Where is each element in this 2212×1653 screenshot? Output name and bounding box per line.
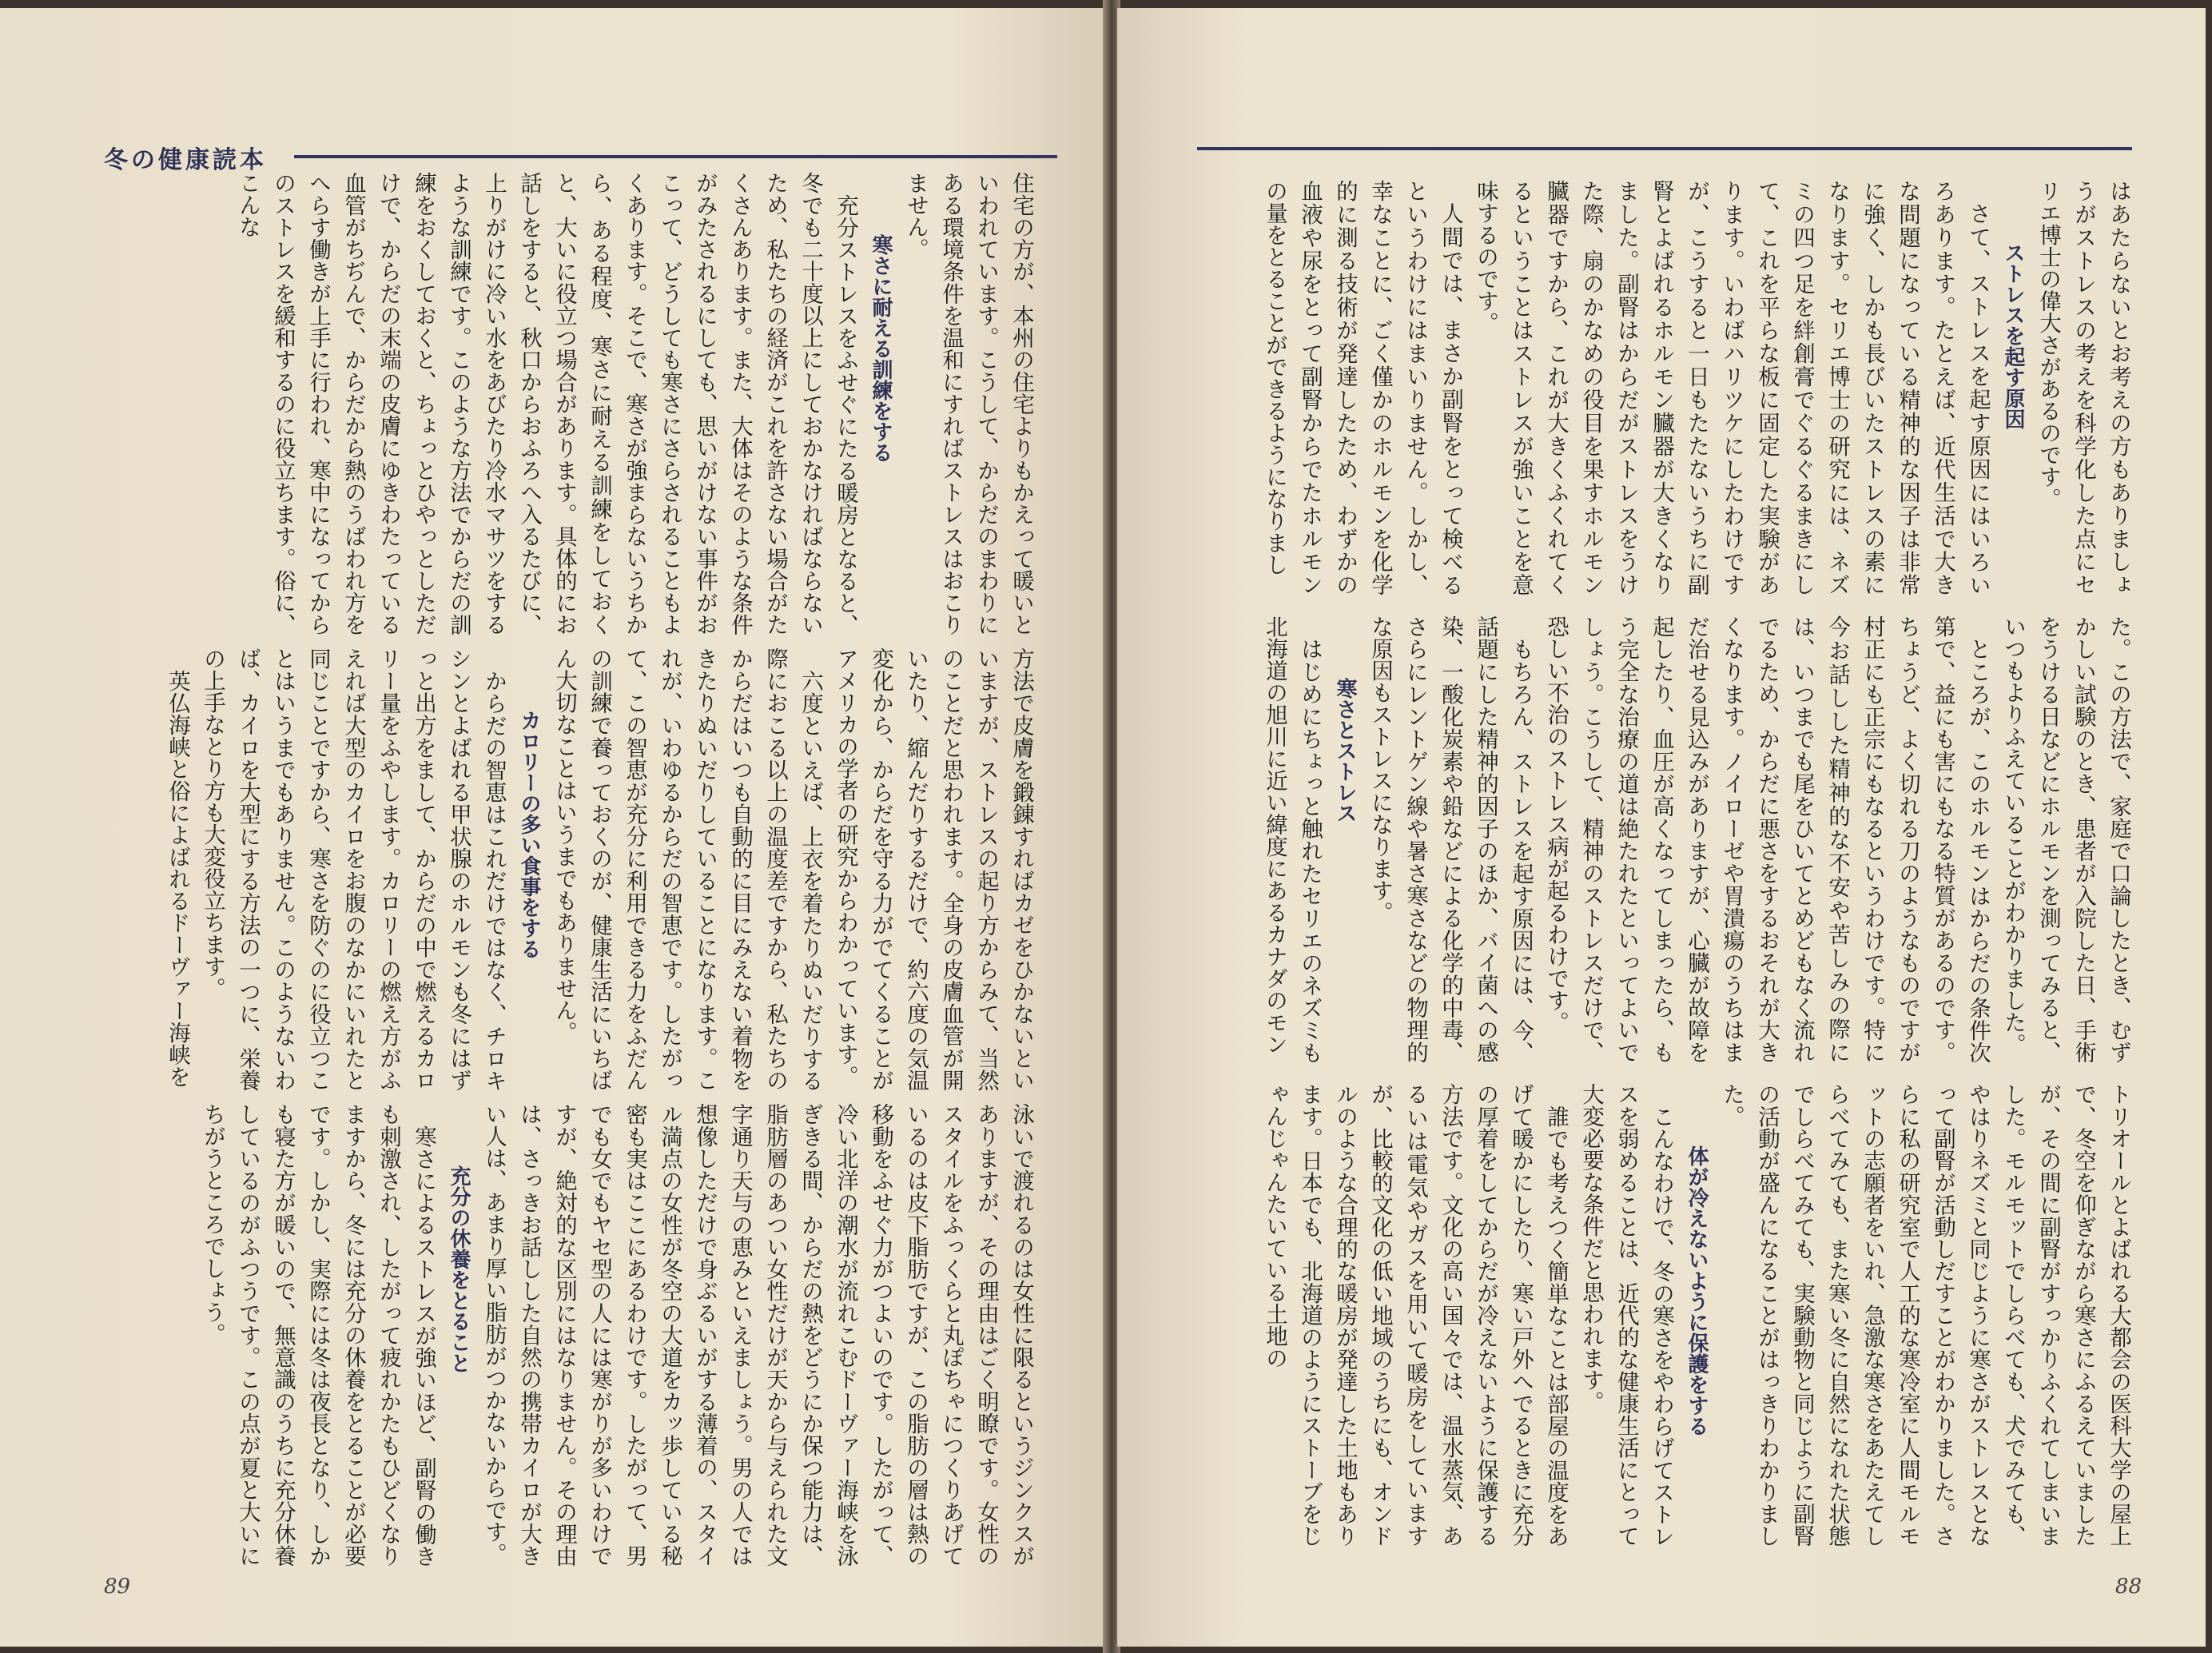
left-text-band-bottom [104, 1103, 1039, 1567]
paragraph: 英仏海峡と俗によばれるドーヴァー海峡を [165, 669, 190, 1087]
section-heading: カロリーの多い食事をする [517, 710, 541, 959]
right-text-band-top [1193, 180, 2136, 595]
paragraph: はじめにちょっと触れたセリエのネズミも北海道の旭川に近い緯度にあるカナダのモン [1262, 615, 1323, 1063]
right-text-band-bottom [1193, 1083, 2136, 1547]
left-text-band-middle [104, 647, 1039, 1091]
section-heading: ストレスを起す原因 [2001, 242, 2025, 429]
section-heading: 充分の休養をとること [447, 1165, 471, 1373]
page-number-right: 88 [2115, 1575, 2142, 1599]
paragraph: さて、ストレスを起す原因にはいろいろあります。たとえば、近代生活で大きな問題になっている精神的な因子は非常に強く、しかも長びいたストレスの素になります。セリエ博士の研究には、ネズミの四つ足を絆創膏でぐるぐるまきにして、これを平らな板に固定した実験があります。いわばハリツケにしたわけですが、こうすると一日もたたないうちに副腎とよばれるホルモン臓器が大きくなりました。副腎はからだがストレスをうけた際、扇のかなめの役目を果すホルモン臓器ですから、これが大きくふくれてくるということはストレスが強いことを意味するのです。 [1473, 180, 1991, 595]
paragraph: 寒さによるストレスが強いほど、副腎の働きも刺激され、したがって疲れかたもひどくなりますから、冬には充分の休養をとることが必要です。しかし、実際には冬は夜長となり、しかも寝た方が暖いので、無意識のうちに充分休養しているのがふつうです。この点が夏と大いにちがうところでしょう。 [200, 1103, 436, 1567]
paragraph: はあたらないとお考えの方もありましょうがストレスの考えを科学化した点にセリエ博士の偉大さがあるのです。 [2035, 180, 2131, 595]
section-heading: 寒さとストレス [1333, 678, 1357, 823]
left-page [0, 8, 1105, 1647]
section-heading: 寒さに耐える訓練をする [869, 234, 893, 463]
paragraph: 充分ストレスをふせぐにたる暖房となると、冬でも二十度以上にしておかなければならないため、私たちの経済がこれを許さない場合がたくさんあります。また、大体はそのような条件がみたされるにしても、思いがけない事件がおこって、どうしても寒さにさらされることもよくあります。そこで、寒さが強まらないうちから、ある程度、寒さに耐える訓練をしておくと、大いに役立つ場合があります。具体的にお話しをすると、秋口からおふろへ入るたびに、上りがけに冷い水をあびたり冷水マサツをするような訓練です。このような方法でからだの訓練をおくしておくと、ちょっとひやっとしただけで、からだの末端の皮膚にゆきわたっている血管がちぢんで、からだから熱のうばわれ方をへらす働きが上手に行われ、寒中になってからのストレスを緩和するのに役立ちます。俗に、こんな [235, 172, 858, 635]
paragraph: た。この方法で、家庭で口論したとき、むずかしい試験のとき、患者が入院した日、手術をうける日などにホルモンを測ってみると、いつもよりふえていることがわかりました。 [2000, 615, 2131, 1063]
page-number-left: 89 [104, 1575, 131, 1599]
right-page [1117, 8, 2206, 1647]
paragraph: 誰でも考えつく簡単なことは部屋の温度をあげて暖かにしたり、寒い戸外へでるときに充分の厚着をしてからだが冷えないように保護する方法です。文化の高い国々では、温水蒸気、あるいは電気やガスを用いて暖房をしていますが、比較的文化の低い地域のうちにも、オンドルのような合理的な暖房が発達した土地もあります。日本でも、北海道のようにストーブをじゃんじゃんたいている土地の [1262, 1083, 1569, 1547]
header-rule [1197, 147, 2132, 150]
header-rule [294, 155, 1057, 158]
right-text-band-middle [1193, 615, 2136, 1063]
paragraph: からだの智恵はこれだけではなく、チロキシンとよばれる甲状腺のホルモンも冬にはずっと出方をまして、からだの中で燃えるカロリー量をふやします。カロリーの燃え方がふえれば大型のカイロをお腹のなかにいれたと同じことですから、寒さを防ぐのに役立つことはいうまでもありません。このようないわば、カイロを大型にする方法の一つに、栄養の上手なとり方も大変役立ちます。 [200, 647, 507, 1091]
paragraph: 六度といえば、上衣を着たりぬいだりする際におこる以上の温度差ですから、私たちのからだはいつも自動的に目にみえない着物をきたりぬいだりしていることになります。これが、いわゆるからだの智恵です。したがって、この智恵が充分に利用できる力をふだんの訓練で養っておくのが、健康生活にいちばん大切なことはいうまでもありません。 [551, 647, 823, 1091]
paragraph: もちろん、ストレスを起す原因には、今、話題にした精神的因子のほか、バイ菌への感染、一酸化炭素や鉛などによる化学的中毒、さらにレントゲン線や暑さ寒さなどの物理的な原因もストレスになります。 [1367, 615, 1534, 1063]
running-head: 冬の健康読本 [104, 146, 267, 174]
left-text-band-top [104, 172, 1039, 635]
paragraph: 方法で皮膚を鍛錬すればカゼをひかないといいますが、ストレスの起り方からみて、当然のことだと思われます。全身の皮膚血管が開いたり、縮んだりするだけで、約六度の気温変化から、からだを守る力がでてくることがアメリカの学者の研究からわかっています。 [833, 647, 1034, 1091]
paragraph: 住宅の方が、本州の住宅よりもかえって暖いといわれています。こうして、からだのまわりにある環境条件を温和にすればストレスはおこりません。 [903, 172, 1034, 635]
paragraph: ところが、このホルモンはからだの条件次第で、益にも害にもなる特質があるのです。ちょうど、よく切れる刀のようなものですが村正にも正宗にもなるというわけです。特に今お話しした精神的な不安や苦しみの際には、いつまでも尾をひいてとめどもなく流れでるため、からだに悪さをするおそれが大きくなります。ノイローゼや胃潰瘍のうちはまだ治せる見込みがありますが、心臓が故障を起したり、血圧が高くなってしまったら、もう完全な治療の道は絶たれたといってよいでしょう。こうして、精神のストレスだけで、恐しい不治のストレス病が起るわけです。 [1543, 615, 1991, 1063]
section-heading: 体が冷えないように保護をする [1685, 1145, 1709, 1436]
paragraph: トリオールとよばれる大都会の医科大学の屋上で、冬空を仰ぎながら寒さにふるえていましたが、その間に副腎がすっかりふくれてしまいました。モルモットでしらべても、犬でみても、やはりネズミと同じように寒さがストレスとなって副腎が活動しだすことがわかりました。さらに私の研究室で人工的な寒冷室に人間モルモットの志願者をいれ、急激な寒さをあたえてしらべてみても、また寒い冬に自然になれた状態でしらべてみても、実験動物と同じように副腎の活動が盛んになることがはっきりわかりました。 [1719, 1083, 2131, 1547]
paragraph: 人間では、まさか副腎をとって検べるというわけにはまいりません。しかし、幸なことに、ごく僅かのホルモンを化学的に測る技術が発達したため、わずかの血液や尿をとって副腎からでたホルモンの量をとることができるようになりまし [1262, 180, 1463, 595]
paragraph: こんなわけで、冬の寒さをやわらげてストレスを弱めることは、近代的な健康生活にとって大変必要な条件だと思われます。 [1578, 1083, 1674, 1547]
paragraph: 泳いで渡れるのは女性に限るというジンクスがありますが、その理由はごく明瞭です。女性のスタイルをふっくらと丸ぽちゃにつくりあげているのは皮下脂肪ですが、この脂肪の層は熱の移動をふせぐ力がつよいのです。したがって、冷い北洋の潮水が流れこむドーヴァー海峡を泳ぎきる間、からだの熱をどうにか保つ能力は、脂肪層のあつい女性だけが天から与えられた文字通り天与の恵みといえましょう。男の人では想像しただけで身ぶるいがする薄着の、スタイル満点の女性が冬空の大道をカッ歩している秘密も実はここにあるわけです。したがって、男でも女でもヤセ型の人には寒がりが多いわけですが、絶対的な区別にはなりません。その理由は、さっきお話しした自然の携帯カイロが大きい人は、あまり厚い脂肪がつかないからです。 [481, 1103, 1034, 1567]
